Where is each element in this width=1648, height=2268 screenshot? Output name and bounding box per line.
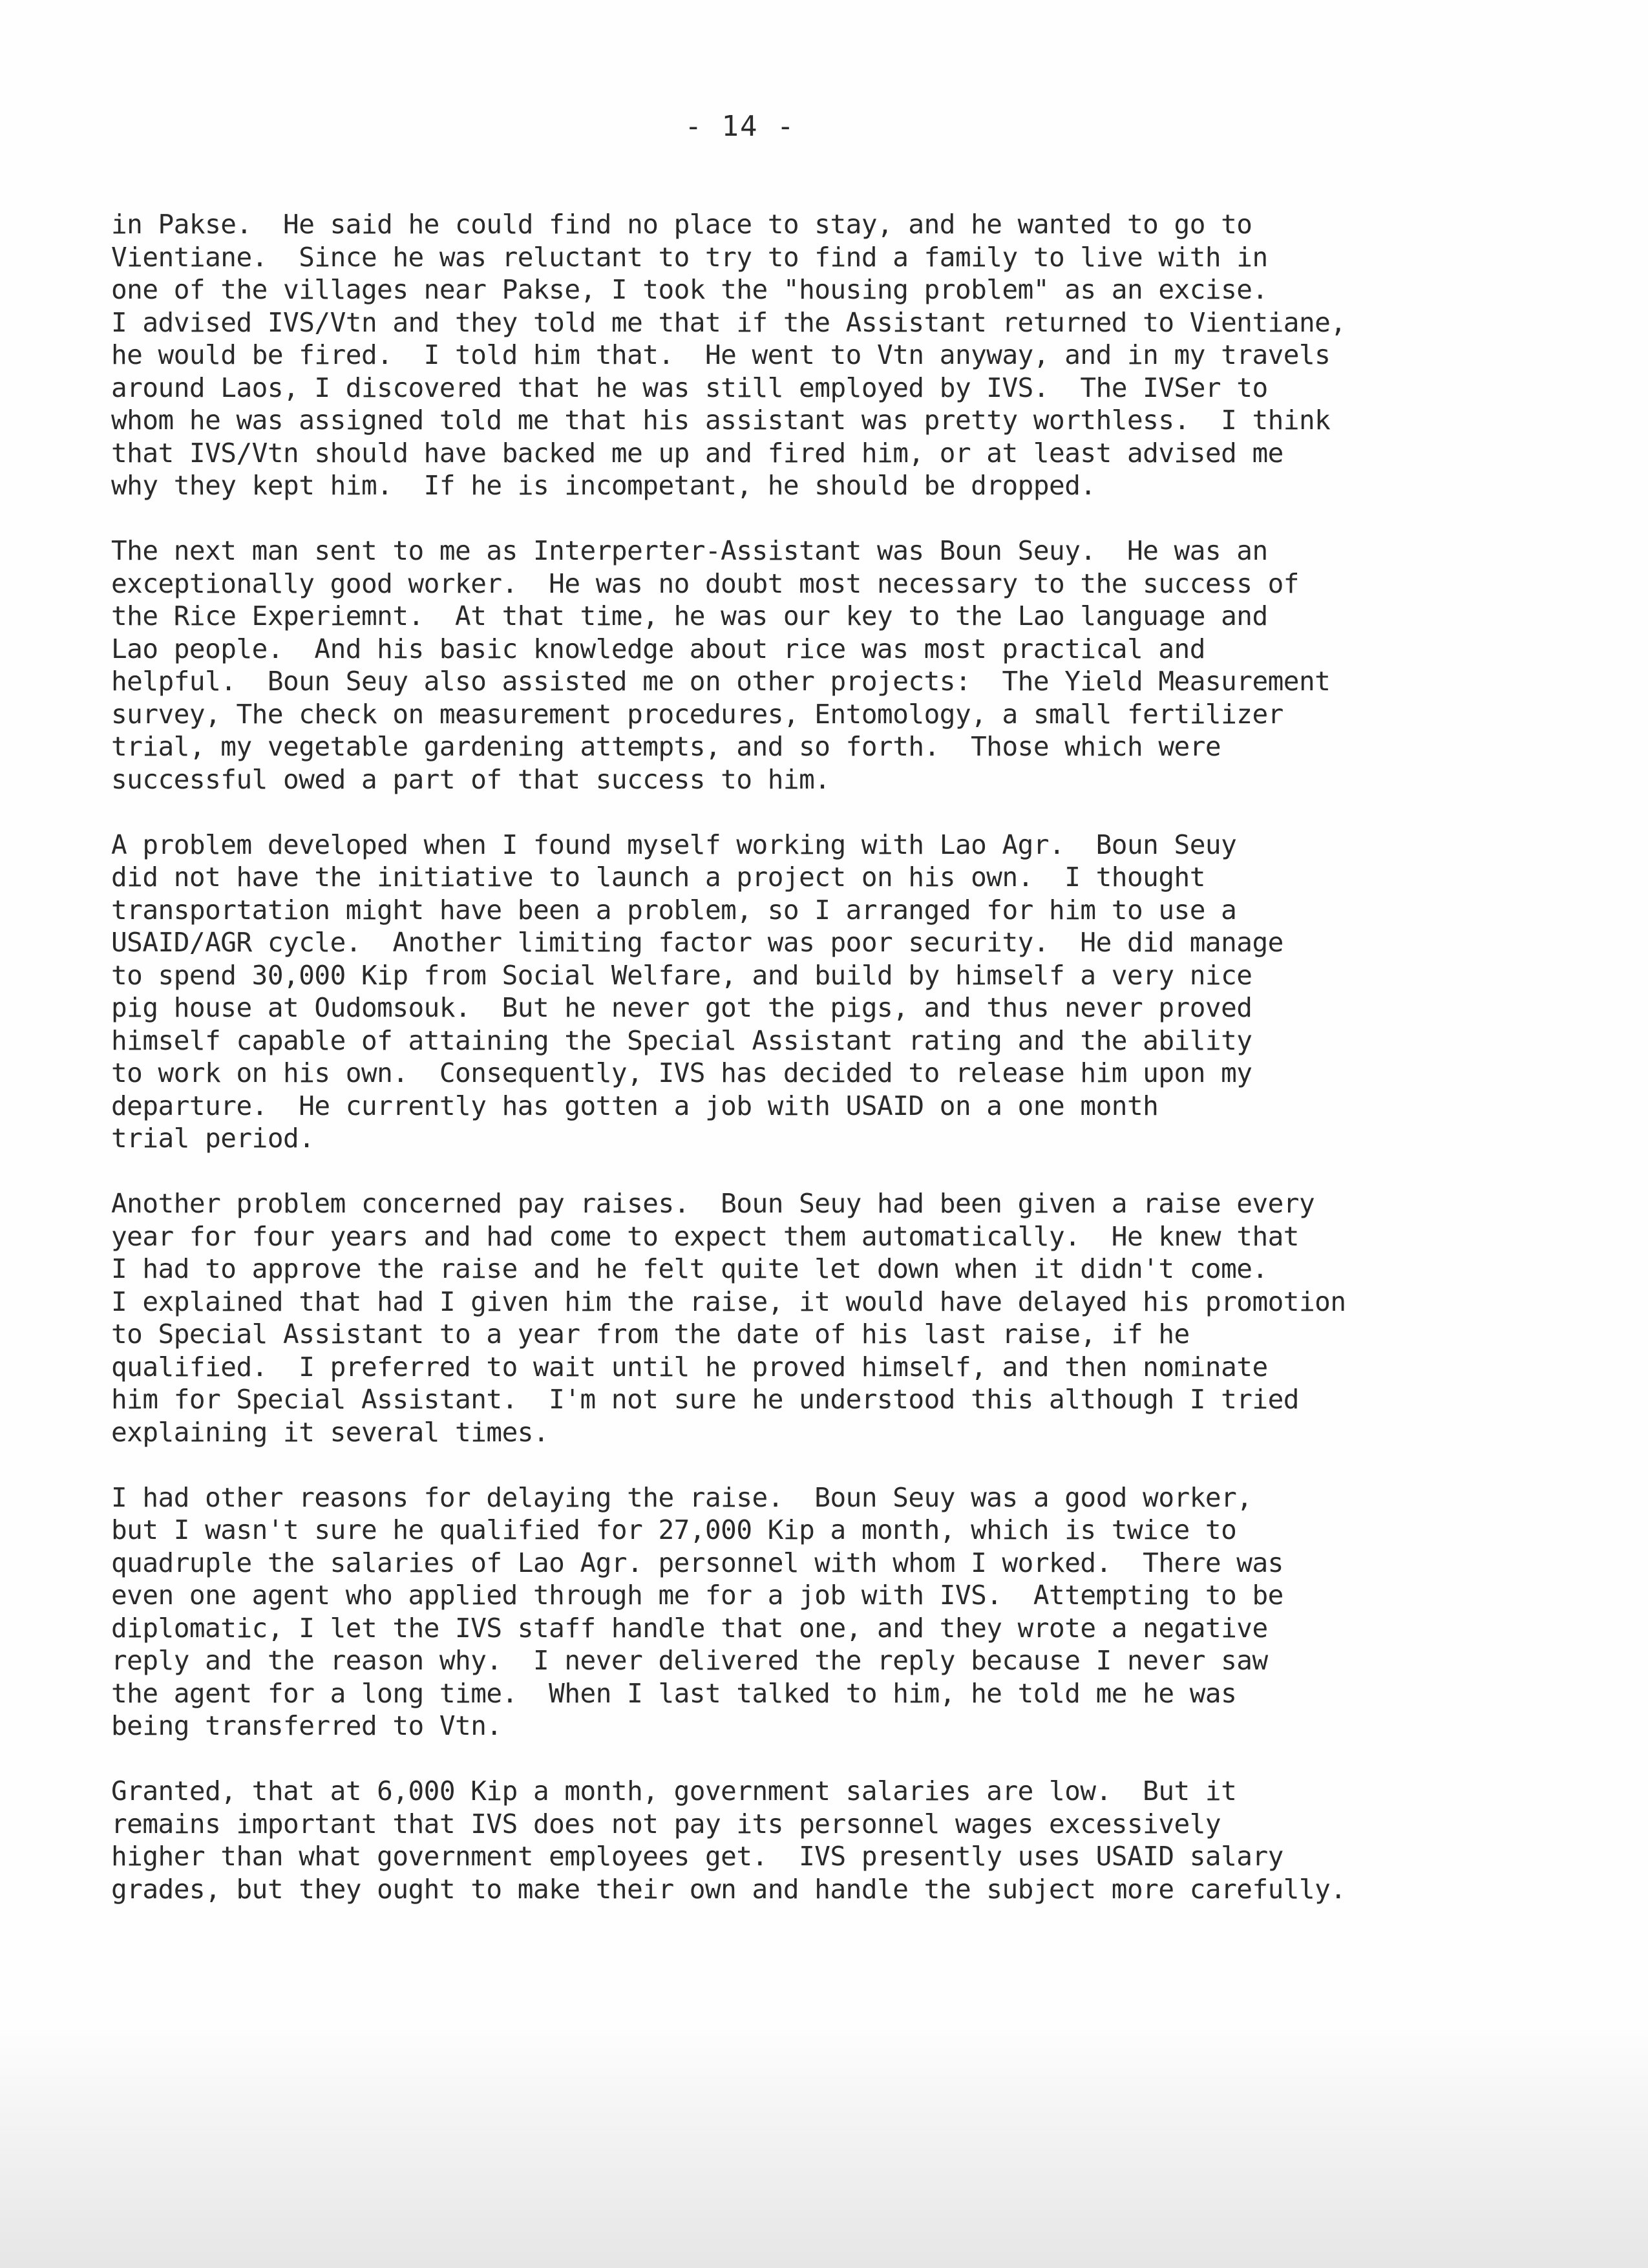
text-line: I had to approve the raise and he felt quite let down when it didn't come.: [111, 1253, 1268, 1284]
text-line: I had other reasons for delaying the raise. Boun Seuy was a good worker,: [111, 1481, 1252, 1513]
text-line: that IVS/Vtn should have backed me up and fired him, or at least advised me: [111, 437, 1284, 469]
text-line: The next man sent to me as Interperter-Assistant was Boun Seuy. He was an: [111, 535, 1268, 566]
text-line: Granted, that at 6,000 Kip a month, government salaries are low. But it: [111, 1775, 1237, 1807]
text-line: to Special Assistant to a year from the date of his last raise, if he: [111, 1319, 1190, 1350]
text-line: whom he was assigned told me that his assistant was pretty worthless. I think: [111, 405, 1331, 436]
text-line: reply and the reason why. I never delivered the reply because I never saw: [111, 1645, 1268, 1676]
text-line: trial, my vegetable gardening attempts, and so forth. Those which were: [111, 731, 1221, 762]
text-line: year for four years and had come to expect them automatically. He knew that: [111, 1220, 1299, 1252]
text-line: him for Special Assistant. I'm not sure he understood this although I tried: [111, 1384, 1299, 1415]
text-line: A problem developed when I found myself working with Lao Agr. Boun Seuy: [111, 829, 1237, 860]
text-line: exceptionally good worker. He was no doubt most necessary to the success of: [111, 567, 1299, 599]
text-line: but I wasn't sure he qualified for 27,000 Kip a month, which is twice to: [111, 1514, 1237, 1545]
text-line: grades, but they ought to make their own and handle the subject more carefully.: [111, 1873, 1346, 1905]
text-line: around Laos, I discovered that he was still employed by IVS. The IVSer to: [111, 372, 1268, 403]
text-line: higher than what government employees get. IVS presently uses USAID salary: [111, 1841, 1284, 1872]
text-line: departure. He currently has gotten a job with USAID on a one month: [111, 1090, 1159, 1121]
text-line: being transferred to Vtn.: [111, 1710, 502, 1741]
text-line: the agent for a long time. When I last talked to him, he told me he was: [111, 1677, 1237, 1709]
text-line: to work on his own. Consequently, IVS has decided to release him upon my: [111, 1057, 1252, 1088]
page-number: - 14 -: [684, 110, 796, 143]
text-line: the Rice Experiemnt. At that time, he was our key to the Lao language and: [111, 600, 1268, 631]
text-line: even one agent who applied through me for a job with IVS. Attempting to be: [111, 1580, 1284, 1611]
text-line: diplomatic, I let the IVS staff handle that one, and they wrote a negative: [111, 1612, 1268, 1644]
text-line: I explained that had I given him the raise, it would have delayed his promotion: [111, 1286, 1346, 1317]
text-line: remains important that IVS does not pay its personnel wages excessively: [111, 1808, 1221, 1839]
text-line: explaining it several times.: [111, 1416, 549, 1448]
text-line: Vientiane. Since he was reluctant to try to find a family to live with in: [111, 241, 1268, 273]
document-body: [111, 208, 1417, 1938]
text-line: helpful. Boun Seuy also assisted me on other projects: The Yield Measurement: [111, 666, 1331, 697]
text-line: USAID/AGR cycle. Another limiting factor was poor security. He did manage: [111, 927, 1284, 958]
text-line: successful owed a part of that success to him.: [111, 763, 830, 795]
text-line: trial period.: [111, 1123, 315, 1154]
text-line: transportation might have been a problem, so I arranged for him to use a: [111, 894, 1237, 926]
paragraph-1: [111, 208, 1417, 502]
text-line: in Pakse. He said he could find no place to stay, and he wanted to go to: [111, 209, 1252, 240]
text-line: Another problem concerned pay raises. Boun Seuy had been given a raise every: [111, 1188, 1315, 1219]
text-line: did not have the initiative to launch a project on his own. I thought: [111, 862, 1205, 893]
text-line: to spend 30,000 Kip from Social Welfare, and build by himself a very nice: [111, 959, 1252, 991]
paragraph-5: [111, 1481, 1417, 1743]
text-line: qualified. I preferred to wait until he proved himself, and then nominate: [111, 1351, 1268, 1383]
text-line: why they kept him. If he is incompetant, he should be dropped.: [111, 470, 1096, 501]
paragraph-2: [111, 535, 1417, 796]
text-line: I advised IVS/Vtn and they told me that if the Assistant returned to Vientiane,: [111, 306, 1346, 338]
text-line: quadruple the salaries of Lao Agr. personnel with whom I worked. There was: [111, 1547, 1284, 1578]
text-line: himself capable of attaining the Special Assistant rating and the ability: [111, 1024, 1252, 1056]
scan-shadow: [0, 2023, 1648, 2268]
text-line: survey, The check on measurement procedures, Entomology, a small fertilizer: [111, 698, 1284, 730]
paragraph-3: [111, 829, 1417, 1155]
text-line: he would be fired. I told him that. He went to Vtn anyway, and in my travels: [111, 339, 1331, 370]
paragraph-6: [111, 1775, 1417, 1905]
text-line: one of the villages near Pakse, I took the "housing problem" as an excise.: [111, 274, 1268, 305]
paragraph-4: [111, 1187, 1417, 1448]
text-line: Lao people. And his basic knowledge about rice was most practical and: [111, 633, 1205, 664]
text-line: pig house at Oudomsouk. But he never got the pigs, and thus never proved: [111, 992, 1252, 1023]
